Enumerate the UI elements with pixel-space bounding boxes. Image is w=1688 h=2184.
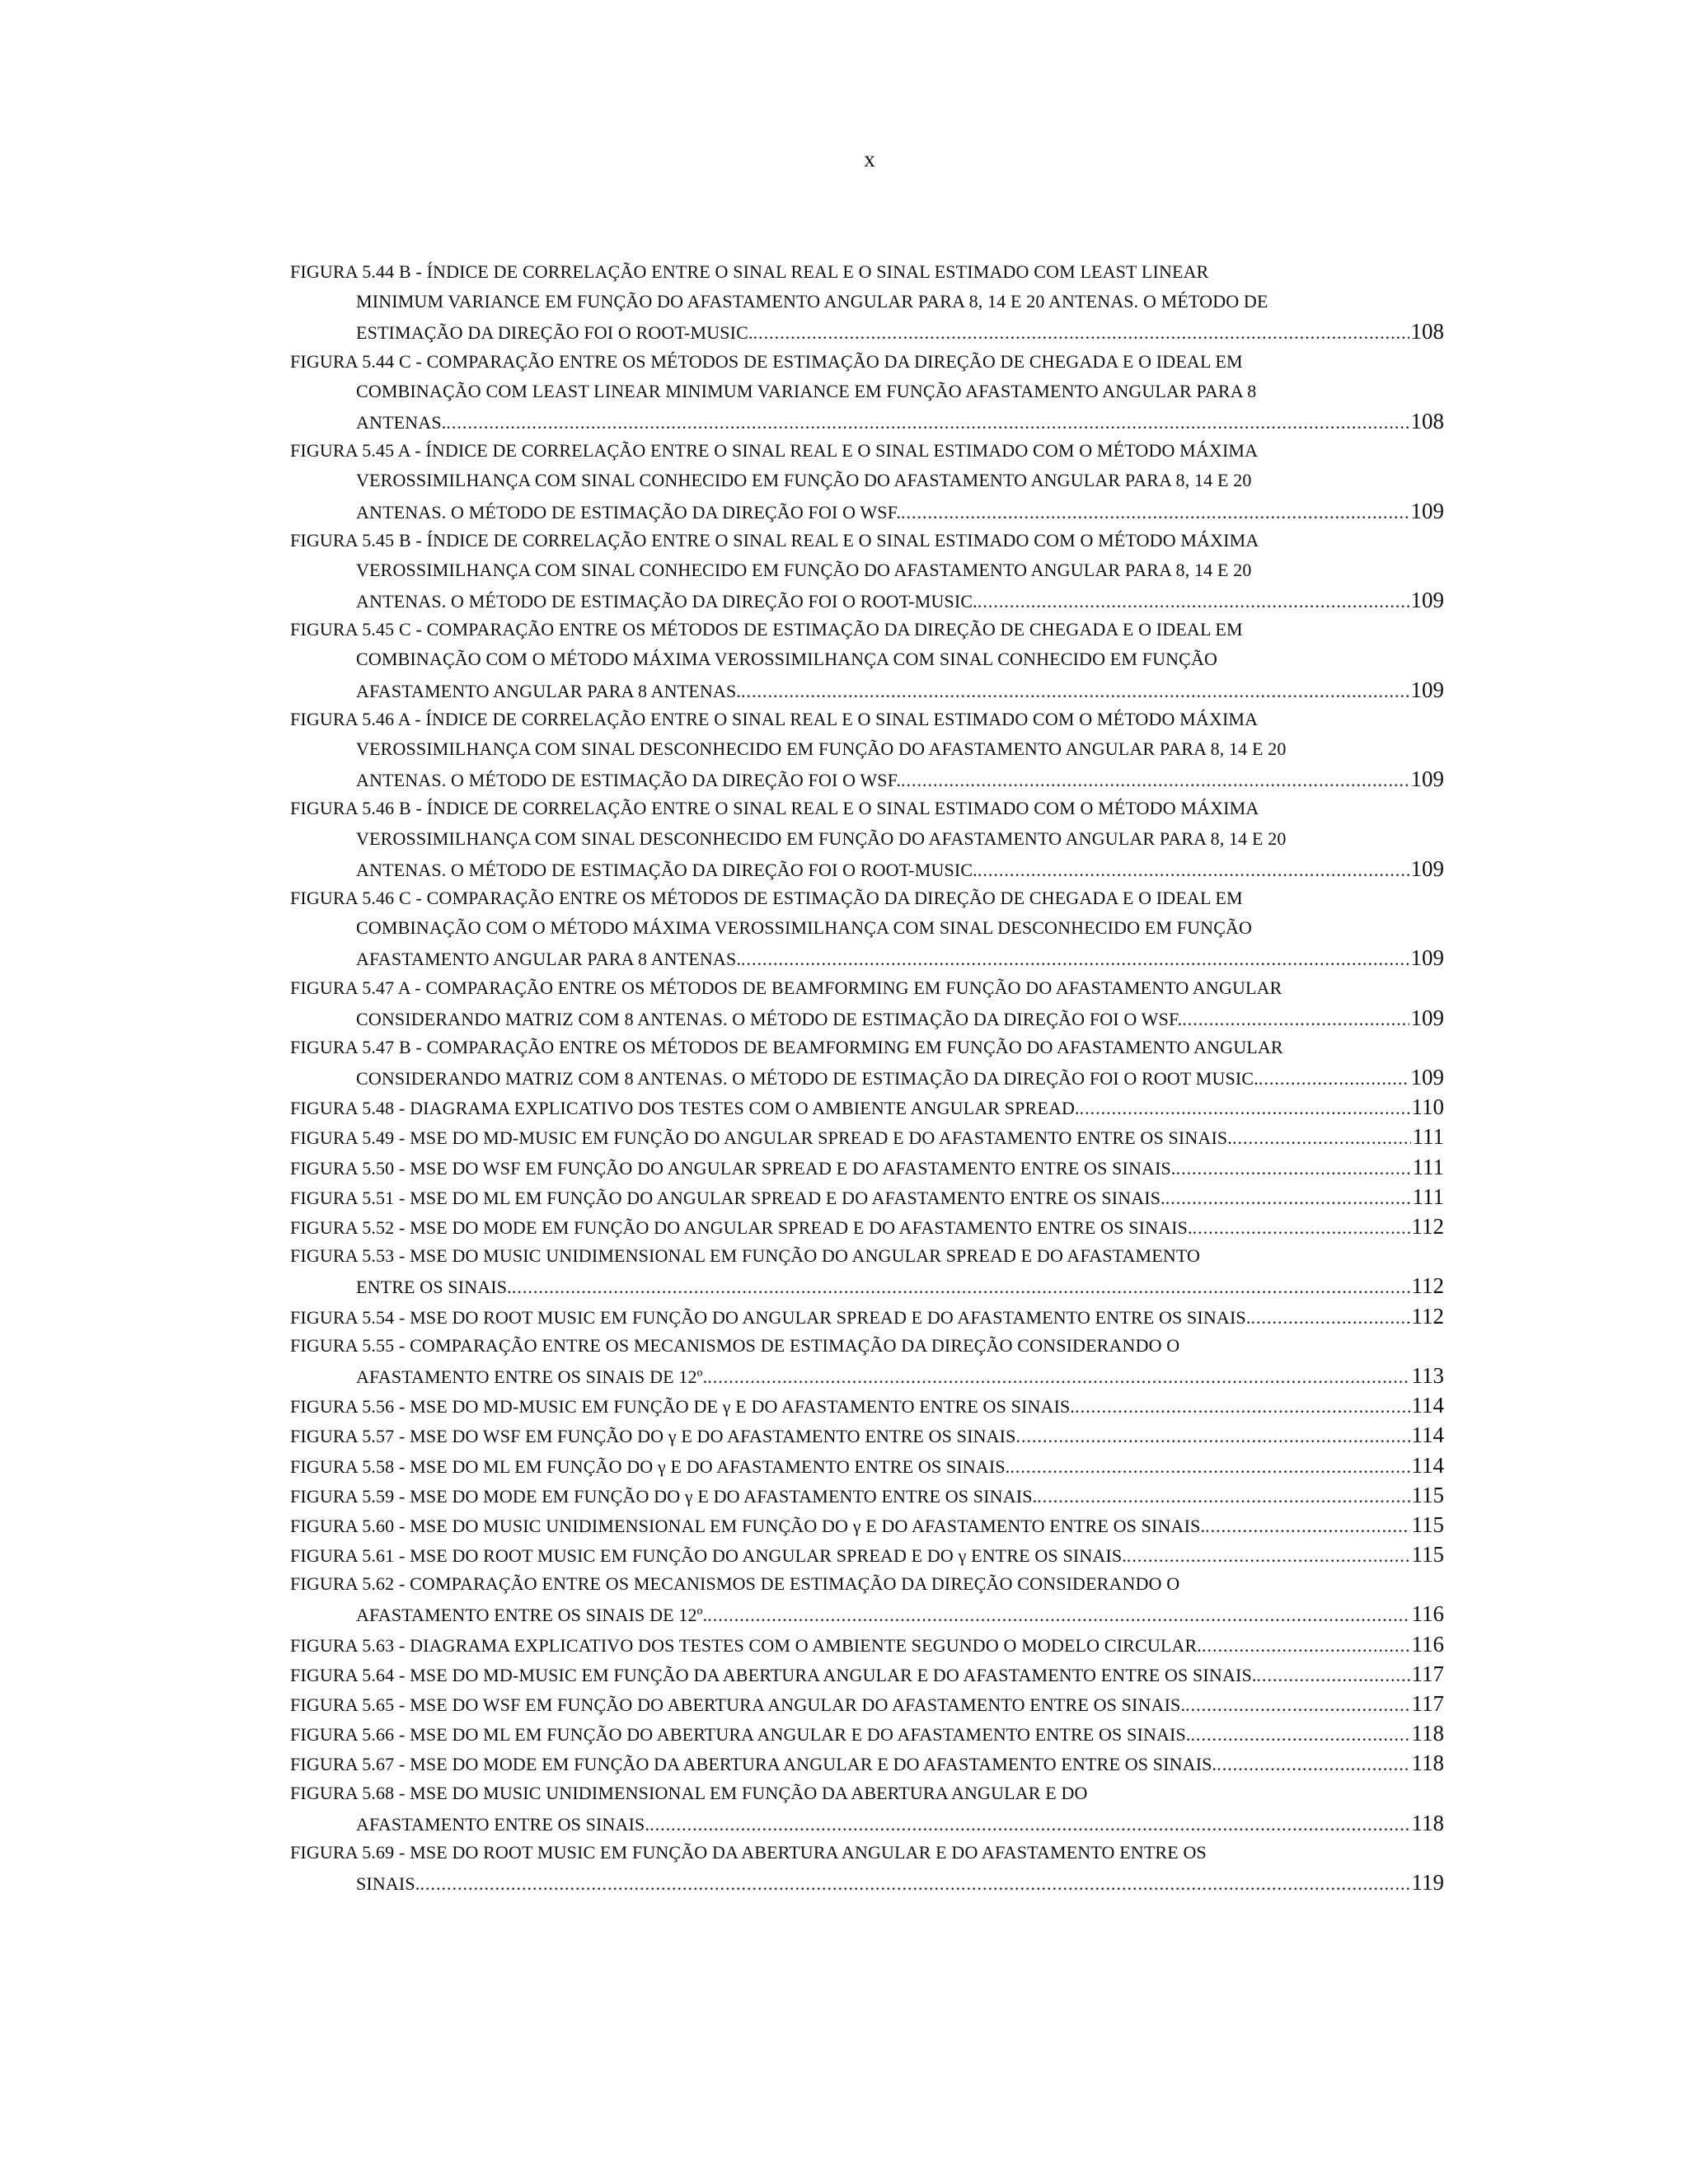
toc-entry-text: FIGURA 5.61 - MSE DO ROOT MUSIC EM FUNÇÃO DO ANGULAR SPREAD E DO γ ENTRE OS SINAIS. [290, 1545, 1127, 1567]
toc-entry-text: FIGURA 5.45 A - ÍNDICE DE CORRELAÇÃO ENTRE O SINAL REAL E O SINAL ESTIMADO COM O MÉTODO MÁXIMA [290, 440, 1259, 462]
toc-entry-continuation-line [290, 1062, 1444, 1092]
toc-entry-title-line [290, 1390, 1444, 1420]
toc-entry-text: FIGURA 5.50 - MSE DO WSF EM FUNÇÃO DO ANGULAR SPREAD E DO AFASTAMENTO ENTRE OS SINAIS. [290, 1157, 1176, 1179]
toc-entry-text: MINIMUM VARIANCE EM FUNÇÃO DO AFASTAMENTO ANGULAR PARA 8, 14 E 20 ANTENAS. O MÉTODO DE [356, 291, 1268, 312]
dot-leader [901, 498, 1409, 526]
toc-entry-continuation-line [290, 675, 1444, 705]
toc-entry-title-line [290, 1510, 1444, 1540]
toc-entry-text: FIGURA 5.55 - COMPARAÇÃO ENTRE OS MECANISMOS DE ESTIMAÇÃO DA DIREÇÃO CONSIDERANDO O [290, 1334, 1180, 1356]
toc-entry-title-line [290, 436, 1444, 466]
toc-entry-continuation-line [290, 1808, 1444, 1838]
dot-leader [753, 318, 1409, 346]
toc-entry[interactable] [290, 1451, 1444, 1480]
toc-entry-text: CONSIDERANDO MATRIZ COM 8 ANTENAS. O MÉTODO DE ESTIMAÇÃO DA DIREÇÃO FOI O WSF. [356, 1008, 1183, 1029]
toc-entry[interactable] [290, 1331, 1444, 1390]
toc-entry-continuation-line [290, 377, 1444, 406]
toc-entry-text: FIGURA 5.52 - MSE DO MODE EM FUNÇÃO DO ANGULAR SPREAD E DO AFASTAMENTO ENTRE OS SINAIS. [290, 1217, 1193, 1238]
toc-entry-title-line [290, 794, 1444, 823]
toc-entry[interactable] [290, 1122, 1444, 1151]
dot-leader [978, 587, 1409, 615]
dot-leader [1010, 1452, 1409, 1480]
toc-page-number: 117 [1411, 1661, 1444, 1686]
toc-entry-text: FIGURA 5.53 - MSE DO MUSIC UNIDIMENSIONAL EM FUNÇÃO DO ANGULAR SPREAD E DO AFASTAMENTO [290, 1245, 1201, 1267]
toc-entry-title-line [290, 1331, 1444, 1361]
toc-entry[interactable] [290, 1241, 1444, 1301]
toc-page-number: 109 [1410, 588, 1444, 613]
toc-entry-title-line [290, 1033, 1444, 1062]
toc-entry[interactable] [290, 1540, 1444, 1569]
toc-entry-text: SINAIS. [356, 1873, 420, 1895]
toc-entry-continuation-line [290, 734, 1444, 764]
toc-entry[interactable] [290, 1629, 1444, 1659]
dot-leader [1176, 1154, 1411, 1182]
toc-page-number: 114 [1411, 1452, 1444, 1478]
toc-page-number: 114 [1411, 1393, 1444, 1418]
toc-entry-text: ANTENAS. O MÉTODO DE ESTIMAÇÃO DA DIREÇÃO FOI O ROOT-MUSIC. [356, 591, 978, 612]
toc-entry-title-line [290, 973, 1444, 1003]
toc-entry-title-line [290, 347, 1444, 377]
toc-entry-text: COMBINAÇÃO COM LEAST LINEAR MINIMUM VARIANCE EM FUNÇÃO AFASTAMENTO ANGULAR PARA 8 [356, 380, 1257, 401]
toc-entry-text: FIGURA 5.60 - MSE DO MUSIC UNIDIMENSIONAL EM FUNÇÃO DO γ E DO AFASTAMENTO ENTRE OS SINAIS. [290, 1515, 1206, 1536]
toc-entry[interactable] [290, 436, 1444, 526]
toc-entry[interactable] [290, 1689, 1444, 1718]
toc-entry-title-line [290, 1212, 1444, 1241]
toc-entry[interactable] [290, 1212, 1444, 1241]
dot-leader [707, 1362, 1409, 1390]
toc-entry-text: FIGURA 5.64 - MSE DO MD-MUSIC EM FUNÇÃO DA ABERTURA ANGULAR E DO AFASTAMENTO ENTRE OS SINAIS. [290, 1664, 1257, 1685]
toc-entry-text: AFASTAMENTO ENTRE OS SINAIS. [356, 1813, 650, 1835]
toc-entry[interactable] [290, 1748, 1444, 1778]
toc-entry[interactable] [290, 1480, 1444, 1510]
toc-entry-continuation-line [290, 824, 1444, 854]
dot-leader [420, 1869, 1409, 1897]
toc-entry-text: FIGURA 5.47 B - COMPARAÇÃO ENTRE OS MÉTODOS DE BEAMFORMING EM FUNÇÃO DO AFASTAMENTO ANGULAR [290, 1036, 1283, 1057]
toc-entry-continuation-line [290, 287, 1444, 316]
toc-entry[interactable] [290, 1718, 1444, 1748]
toc-entry-title-line [290, 257, 1444, 287]
toc-entry[interactable] [290, 526, 1444, 616]
toc-entry-text: FIGURA 5.56 - MSE DO MD-MUSIC EM FUNÇÃO DE γ E DO AFASTAMENTO ENTRE OS SINAIS. [290, 1396, 1076, 1418]
toc-entry-text: FIGURA 5.46 B - ÍNDICE DE CORRELAÇÃO ENTRE O SINAL REAL E O SINAL ESTIMADO COM O MÉTODO MÁXIMA [290, 798, 1259, 819]
toc-page-number: 112 [1411, 1273, 1444, 1299]
page-number: x [864, 147, 875, 171]
toc-entry-text: FIGURA 5.45 C - COMPARAÇÃO ENTRE OS MÉTODOS DE ESTIMAÇÃO DA DIREÇÃO DE CHEGADA E O IDEAL EM [290, 619, 1243, 640]
dot-leader [901, 766, 1409, 794]
toc-page-number: 111 [1412, 1154, 1444, 1179]
toc-page-number: 114 [1411, 1422, 1444, 1448]
toc-entry-text: FIGURA 5.62 - COMPARAÇÃO ENTRE OS MECANISMOS DE ESTIMAÇÃO DA DIREÇÃO CONSIDERANDO O [290, 1573, 1180, 1595]
dot-leader [1232, 1123, 1411, 1151]
toc-entry-title-line [290, 1182, 1444, 1212]
toc-entry-title-line [290, 1540, 1444, 1569]
toc-entry[interactable] [290, 705, 1444, 794]
toc-entry-continuation-line [290, 913, 1444, 943]
toc-entry-title-line [290, 1779, 1444, 1808]
toc-entry-continuation-line [290, 1599, 1444, 1629]
toc-entry-text: ANTENAS. O MÉTODO DE ESTIMAÇÃO DA DIREÇÃO FOI O WSF. [356, 770, 901, 791]
toc-entry[interactable] [290, 794, 1444, 883]
list-of-figures [290, 257, 1444, 1897]
toc-entry-continuation-line [290, 1868, 1444, 1897]
toc-page-number: 109 [1410, 766, 1444, 792]
toc-entry-title-line [290, 615, 1444, 644]
toc-page-number: 115 [1411, 1542, 1444, 1568]
toc-entry-text: FIGURA 5.69 - MSE DO ROOT MUSIC EM FUNÇÃO DA ABERTURA ANGULAR E DO AFASTAMENTO ENTRE OS [290, 1841, 1207, 1863]
dot-leader [1185, 1690, 1409, 1718]
toc-page-number: 111 [1412, 1124, 1444, 1150]
toc-page-number: 117 [1411, 1691, 1444, 1716]
toc-entry-text: VEROSSIMILHANÇA COM SINAL CONHECIDO EM FUNÇÃO DO AFASTAMENTO ANGULAR PARA 8, 14 E 20 [356, 559, 1252, 580]
toc-entry[interactable] [290, 1301, 1444, 1331]
toc-entry-title-line [290, 1241, 1444, 1271]
toc-entry-title-line [290, 1122, 1444, 1151]
toc-entry[interactable] [290, 1659, 1444, 1689]
toc-entry-continuation-line [290, 854, 1444, 883]
toc-entry-title-line [290, 705, 1444, 734]
dot-leader [741, 677, 1409, 705]
toc-entry-text: FIGURA 5.59 - MSE DO MODE EM FUNÇÃO DO γ E DO AFASTAMENTO ENTRE OS SINAIS. [290, 1485, 1038, 1507]
toc-page-number: 108 [1410, 319, 1444, 344]
toc-entry[interactable] [290, 883, 1444, 973]
toc-page-number: 115 [1411, 1511, 1444, 1537]
dot-leader [707, 1601, 1409, 1629]
dot-leader [1165, 1183, 1411, 1212]
dot-leader [1182, 1005, 1409, 1033]
toc-entry-title-line [290, 1718, 1444, 1748]
toc-entry-text: FIGURA 5.46 A - ÍNDICE DE CORRELAÇÃO ENTRE O SINAL REAL E O SINAL ESTIMADO COM O MÉTODO MÁXIMA [290, 708, 1259, 729]
toc-entry-title-line [290, 1152, 1444, 1182]
dot-leader [1075, 1392, 1409, 1420]
toc-entry-text: FIGURA 5.54 - MSE DO ROOT MUSIC EM FUNÇÃO DO ANGULAR SPREAD E DO AFASTAMENTO ENTRE OS SINAIS. [290, 1306, 1251, 1328]
toc-entry[interactable] [290, 1390, 1444, 1420]
toc-entry-title-line [290, 1689, 1444, 1718]
toc-entry-continuation-line [290, 316, 1444, 346]
toc-entry-continuation-line [290, 555, 1444, 585]
toc-entry-text: FIGURA 5.68 - MSE DO MUSIC UNIDIMENSIONAL EM FUNÇÃO DA ABERTURA ANGULAR E DO [290, 1782, 1088, 1803]
toc-entry[interactable] [290, 347, 1444, 437]
toc-entry-continuation-line [290, 496, 1444, 526]
toc-entry[interactable] [290, 1838, 1444, 1897]
toc-page-number: 116 [1411, 1631, 1444, 1657]
toc-page-number: 119 [1411, 1870, 1444, 1896]
toc-entry-text: FIGURA 5.57 - MSE DO WSF EM FUNÇÃO DO γ E DO AFASTAMENTO ENTRE OS SINAIS [290, 1426, 1016, 1447]
toc-entry-text: FIGURA 5.49 - MSE DO MD-MUSIC EM FUNÇÃO DO ANGULAR SPREAD E DO AFASTAMENTO ENTRE OS SINAIS. [290, 1127, 1232, 1149]
toc-entry-text: AFASTAMENTO ANGULAR PARA 8 ANTENAS. [356, 680, 741, 701]
toc-entry[interactable] [290, 1092, 1444, 1122]
toc-entry[interactable] [290, 1779, 1444, 1838]
dot-leader [512, 1272, 1410, 1301]
toc-page-number: 109 [1410, 1065, 1444, 1090]
toc-entry-continuation-line [290, 1003, 1444, 1033]
toc-entry[interactable] [290, 1510, 1444, 1540]
toc-entry-text: AFASTAMENTO ENTRE OS SINAIS DE 12º. [356, 1605, 708, 1626]
toc-entry-continuation-line [290, 1271, 1444, 1301]
toc-page-number: 109 [1410, 677, 1444, 702]
toc-entry-text: ANTENAS. O MÉTODO DE ESTIMAÇÃO DA DIREÇÃO FOI O ROOT-MUSIC. [356, 859, 978, 880]
toc-entry-text: FIGURA 5.63 - DIAGRAMA EXPLICATIVO DOS TESTES COM O AMBIENTE SEGUNDO O MODELO CIRCULAR. [290, 1634, 1202, 1656]
toc-entry[interactable] [290, 615, 1444, 705]
toc-entry-continuation-line [290, 1361, 1444, 1390]
dot-leader [649, 1810, 1409, 1838]
toc-page-number: 118 [1411, 1721, 1444, 1746]
dot-leader [978, 855, 1409, 883]
dot-leader [1257, 1661, 1410, 1689]
dot-leader [1202, 1631, 1410, 1659]
toc-entry[interactable] [290, 1152, 1444, 1182]
toc-entry-title-line [290, 1301, 1444, 1331]
toc-entry-text: ANTENAS. O MÉTODO DE ESTIMAÇÃO DA DIREÇÃO FOI O WSF. [356, 501, 901, 523]
toc-entry-text: FIGURA 5.65 - MSE DO WSF EM FUNÇÃO DO ABERTURA ANGULAR DO AFASTAMENTO ENTRE OS SINAIS. [290, 1694, 1186, 1715]
toc-entry-text: CONSIDERANDO MATRIZ COM 8 ANTENAS. O MÉTODO DE ESTIMAÇÃO DA DIREÇÃO FOI O ROOT MUSIC. [356, 1068, 1259, 1090]
toc-page-number: 118 [1411, 1750, 1444, 1776]
toc-entry-title-line [290, 1659, 1444, 1689]
toc-page-number: 109 [1410, 855, 1444, 881]
toc-page-number: 109 [1410, 945, 1444, 971]
toc-page-number: 109 [1410, 498, 1444, 523]
toc-page-number: 116 [1411, 1601, 1444, 1627]
dot-leader [1193, 1213, 1410, 1241]
toc-entry-text: FIGURA 5.58 - MSE DO ML EM FUNÇÃO DO γ E DO AFASTAMENTO ENTRE OS SINAIS. [290, 1455, 1010, 1477]
toc-entry-text: AFASTAMENTO ANGULAR PARA 8 ANTENAS. [356, 949, 741, 970]
toc-entry[interactable] [290, 257, 1444, 347]
toc-entry-title-line [290, 1092, 1444, 1122]
toc-page-number: 110 [1411, 1094, 1444, 1120]
toc-entry-text: COMBINAÇÃO COM O MÉTODO MÁXIMA VEROSSIMILHANÇA COM SINAL CONHECIDO EM FUNÇÃO [356, 649, 1218, 670]
toc-entry-text: VEROSSIMILHANÇA COM SINAL DESCONHECIDO EM FUNÇÃO DO AFASTAMENTO ANGULAR PARA 8, 14 E 20 [356, 738, 1287, 759]
toc-entry-title-line [290, 1480, 1444, 1510]
toc-entry-text: FIGURA 5.67 - MSE DO MODE EM FUNÇÃO DA ABERTURA ANGULAR E DO AFASTAMENTO ENTRE OS SINAIS. [290, 1754, 1217, 1775]
toc-entry-title-line [290, 1420, 1444, 1450]
toc-entry-title-line [290, 526, 1444, 555]
toc-entry[interactable] [290, 1033, 1444, 1092]
toc-entry-title-line [290, 883, 1444, 913]
toc-entry-text: FIGURA 5.45 B - ÍNDICE DE CORRELAÇÃO ENTRE O SINAL REAL E O SINAL ESTIMADO COM O MÉTODO MÁXIMA [290, 529, 1259, 551]
dot-leader [1205, 1511, 1409, 1540]
toc-page-number: 112 [1411, 1303, 1444, 1329]
toc-entry-text: VEROSSIMILHANÇA COM SINAL DESCONHECIDO EM FUNÇÃO DO AFASTAMENTO ANGULAR PARA 8, 14 E 20 [356, 827, 1287, 849]
toc-entry-title-line [290, 1569, 1444, 1599]
toc-entry[interactable] [290, 973, 1444, 1033]
dot-leader [1191, 1720, 1410, 1748]
toc-entry[interactable] [290, 1569, 1444, 1629]
toc-entry-text: ENTRE OS SINAIS. [356, 1277, 512, 1298]
toc-entry-title-line [290, 1748, 1444, 1778]
toc-entry-title-line [290, 1838, 1444, 1868]
toc-page-number: 118 [1411, 1810, 1444, 1835]
toc-page-number: 115 [1411, 1482, 1444, 1507]
toc-page-number: 112 [1411, 1214, 1444, 1239]
toc-entry-text: FIGURA 5.44 B - ÍNDICE DE CORRELAÇÃO ENTRE O SINAL REAL E O SINAL ESTIMADO COM LEAST LINEAR [290, 261, 1209, 282]
dot-leader [1127, 1541, 1410, 1569]
dot-leader [1217, 1750, 1409, 1778]
toc-entry-text: FIGURA 5.44 C - COMPARAÇÃO ENTRE OS MÉTODOS DE ESTIMAÇÃO DA DIREÇÃO DE CHEGADA E O IDEAL EM [290, 350, 1243, 372]
toc-page-number: 113 [1411, 1362, 1444, 1388]
toc-entry-title-line [290, 1629, 1444, 1659]
dot-leader [1080, 1094, 1410, 1122]
toc-entry-title-line [290, 1451, 1444, 1480]
toc-entry[interactable] [290, 1420, 1444, 1450]
toc-entry[interactable] [290, 1182, 1444, 1212]
dot-leader [1016, 1422, 1410, 1450]
toc-entry-continuation-line [290, 764, 1444, 794]
toc-entry-text: AFASTAMENTO ENTRE OS SINAIS DE 12º. [356, 1366, 708, 1387]
toc-page-number: 108 [1410, 408, 1444, 434]
toc-entry-text: FIGURA 5.47 A - COMPARAÇÃO ENTRE OS MÉTODOS DE BEAMFORMING EM FUNÇÃO DO AFASTAMENTO ANGULAR [290, 977, 1282, 998]
toc-entry-continuation-line [290, 406, 1444, 436]
toc-entry-continuation-line [290, 943, 1444, 972]
toc-page-number: 111 [1412, 1183, 1444, 1209]
dot-leader [1250, 1303, 1409, 1331]
toc-entry-text: ESTIMAÇÃO DA DIREÇÃO FOI O ROOT-MUSIC. [356, 322, 753, 344]
toc-entry-text: FIGURA 5.46 C - COMPARAÇÃO ENTRE OS MÉTODOS DE ESTIMAÇÃO DA DIREÇÃO DE CHEGADA E O IDEAL EM [290, 887, 1243, 908]
dot-leader [741, 944, 1409, 972]
toc-entry-text: FIGURA 5.48 - DIAGRAMA EXPLICATIVO DOS TESTES COM O AMBIENTE ANGULAR SPREAD. [290, 1098, 1080, 1119]
toc-entry-text: ANTENAS. [356, 411, 447, 433]
toc-entry-text: COMBINAÇÃO COM O MÉTODO MÁXIMA VEROSSIMILHANÇA COM SINAL DESCONHECIDO EM FUNÇÃO [356, 917, 1253, 939]
toc-entry-text: FIGURA 5.51 - MSE DO ML EM FUNÇÃO DO ANGULAR SPREAD E DO AFASTAMENTO ENTRE OS SINAIS. [290, 1187, 1165, 1208]
toc-entry-continuation-line [290, 466, 1444, 495]
dot-leader [446, 408, 1409, 436]
toc-entry-text: VEROSSIMILHANÇA COM SINAL CONHECIDO EM FUNÇÃO DO AFASTAMENTO ANGULAR PARA 8, 14 E 20 [356, 470, 1252, 491]
toc-entry-text: FIGURA 5.66 - MSE DO ML EM FUNÇÃO DO ABERTURA ANGULAR E DO AFASTAMENTO ENTRE OS SINAIS. [290, 1724, 1191, 1746]
toc-entry-continuation-line [290, 644, 1444, 674]
toc-entry-continuation-line [290, 585, 1444, 615]
dot-leader [1037, 1482, 1409, 1510]
toc-page-number: 109 [1410, 1005, 1444, 1030]
dot-leader [1259, 1064, 1409, 1092]
